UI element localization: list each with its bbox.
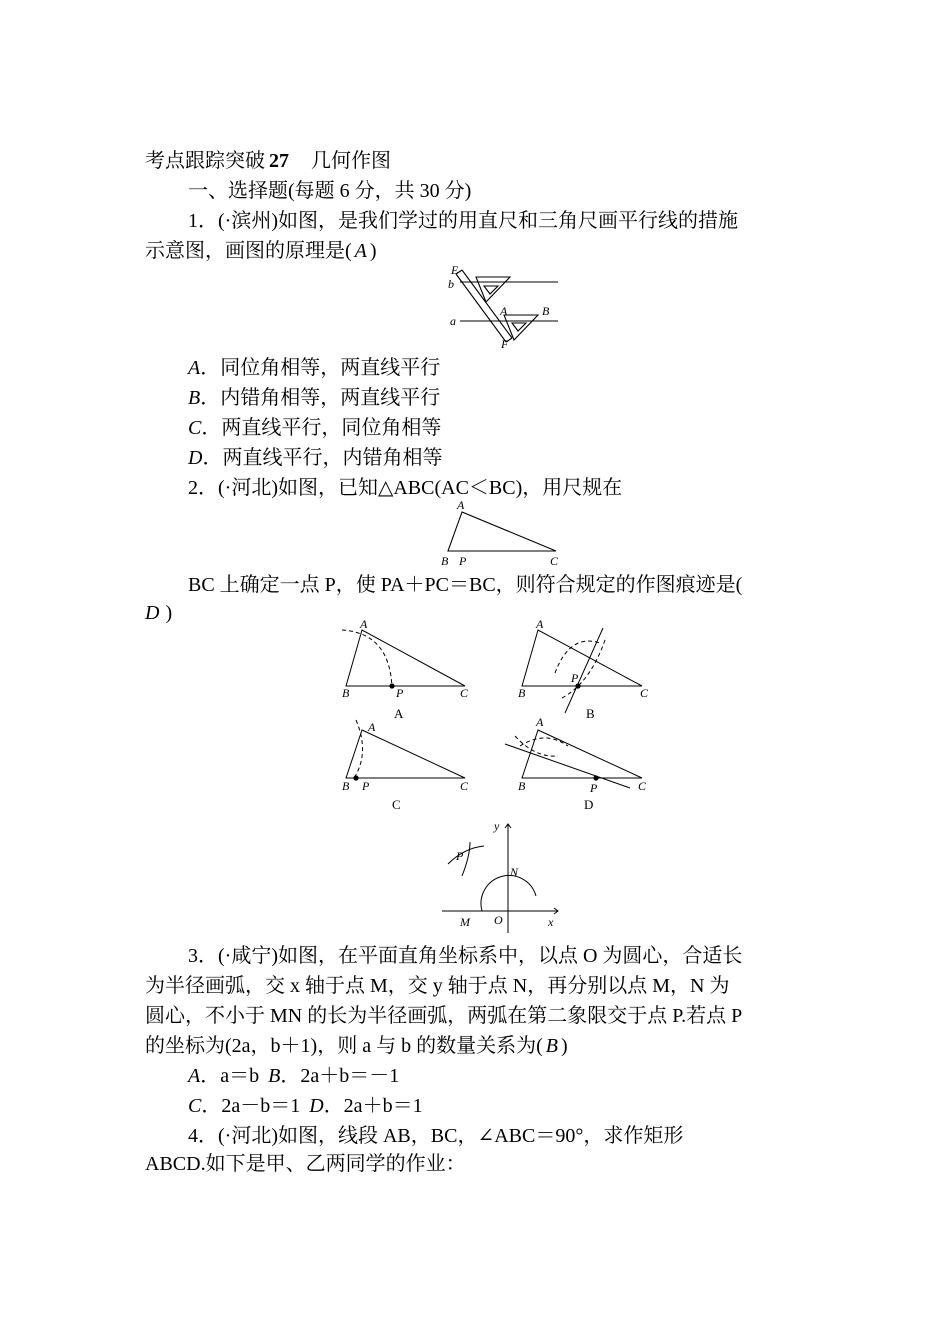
q3-option-b-text: ．2a＋b＝－1 bbox=[280, 1065, 400, 1087]
q1-answer: A bbox=[354, 240, 367, 262]
q2-label-P: P bbox=[459, 554, 467, 568]
choice-caption-a: A bbox=[394, 706, 404, 721]
q1-option-a-letter: A bbox=[188, 357, 201, 379]
q3-label-y: y bbox=[494, 819, 500, 833]
q3-line3: 圆心，不小于 MN 的长为半径画弧，两弧在第二象限交于点 P.若点 P bbox=[145, 1005, 743, 1027]
q3-figure bbox=[440, 818, 570, 936]
q1-close: ) bbox=[369, 240, 377, 262]
svg-text:C: C bbox=[640, 686, 649, 700]
q3-option-a-text: ．a＝b bbox=[200, 1065, 260, 1087]
q1-option-b-letter: B bbox=[188, 387, 201, 409]
title-text: 考点跟踪突破 bbox=[145, 150, 265, 172]
q1-line1: 1．(·滨州)如图，是我们学过的用直尺和三角尺画平行线的措施 bbox=[188, 210, 738, 232]
q2-label-B: B bbox=[441, 554, 449, 568]
q2-line2: BC 上确定一点 P，使 PA＋PC＝BC，则符合规定的作图痕迹是( bbox=[188, 574, 743, 596]
q1-line2 bbox=[145, 239, 377, 263]
choice-caption-b: B bbox=[586, 706, 595, 721]
choice-caption-c: C bbox=[392, 797, 401, 812]
q1-option-a bbox=[188, 356, 440, 380]
q3-option-a-letter: A bbox=[188, 1065, 201, 1087]
q3-option-d-letter: D bbox=[309, 1095, 324, 1117]
q2-label-C: C bbox=[550, 554, 559, 568]
q3-label-N: N bbox=[510, 865, 519, 879]
svg-text:B: B bbox=[518, 686, 526, 700]
q3-label-P: P bbox=[456, 849, 464, 863]
svg-text:C: C bbox=[460, 686, 469, 700]
q3-label-M: M bbox=[460, 915, 470, 929]
q1-option-b bbox=[188, 386, 440, 410]
q2-line1: 2．(·河北)如图，已知△ABC(AC＜BC)，用尺规在 bbox=[188, 477, 623, 499]
q1-figure bbox=[440, 262, 570, 350]
q3-option-c-letter: C bbox=[188, 1095, 202, 1117]
q3-stem-end: 的坐标为(2a，b＋1)，则 a 与 b 的数量关系为( bbox=[145, 1035, 543, 1057]
q4-line2: ABCD.如下是甲、乙两同学的作业： bbox=[145, 1153, 466, 1175]
q3-option-d-text: ．2a＋b＝1 bbox=[323, 1095, 423, 1117]
page-title bbox=[145, 149, 391, 173]
q3-close: ) bbox=[560, 1035, 568, 1057]
svg-text:P: P bbox=[362, 779, 370, 793]
q3-option-b-letter: B bbox=[268, 1065, 281, 1087]
q1-label-F: F bbox=[501, 337, 509, 351]
svg-text:A: A bbox=[360, 617, 368, 631]
q3-line4 bbox=[145, 1034, 568, 1058]
q2-line3 bbox=[145, 601, 172, 625]
q1-option-d bbox=[188, 446, 442, 470]
q2-choices-figure bbox=[330, 618, 680, 818]
svg-text:C: C bbox=[638, 779, 647, 793]
svg-text:P: P bbox=[590, 781, 598, 795]
section-heading: 一、选择题(每题 6 分，共 30 分) bbox=[188, 180, 472, 202]
svg-text:B: B bbox=[342, 779, 350, 793]
q1-option-b-text: ．内错角相等，两直线平行 bbox=[200, 387, 441, 409]
q1-option-c-letter: C bbox=[188, 417, 202, 439]
q1-option-c-text: ．两直线平行，同位角相等 bbox=[201, 417, 442, 439]
q3-line2: 为半径画弧，交 x 轴于点 M，交 y 轴于点 N，再分别以点 M，N 为 bbox=[145, 975, 730, 997]
q1-option-a-text: ．同位角相等，两直线平行 bbox=[200, 357, 441, 379]
q2-figure bbox=[438, 498, 568, 570]
q1-label-a: a bbox=[450, 314, 456, 328]
q2-answer: D bbox=[145, 602, 160, 624]
q2-close: ) bbox=[165, 602, 173, 624]
q3-options-row1 bbox=[188, 1064, 399, 1088]
q1-label-B: B bbox=[542, 304, 550, 318]
svg-text:B: B bbox=[342, 686, 350, 700]
q1-option-d-letter: D bbox=[188, 447, 203, 469]
svg-text:A: A bbox=[368, 720, 376, 734]
svg-text:A: A bbox=[536, 715, 544, 729]
svg-text:P: P bbox=[571, 671, 579, 685]
q2-label-A: A bbox=[457, 498, 465, 512]
choice-caption-d: D bbox=[584, 797, 594, 812]
q1-option-c bbox=[188, 416, 441, 440]
q1-label-E: E bbox=[451, 263, 459, 277]
svg-text:A: A bbox=[536, 617, 544, 631]
q3-options-row2 bbox=[188, 1094, 423, 1118]
q1-stem-end: 示意图，画图的原理是( bbox=[145, 240, 352, 262]
q4-line1: 4．(·河北)如图，线段 AB，BC，∠ABC＝90°，求作矩形 bbox=[188, 1125, 684, 1147]
svg-text:B: B bbox=[518, 779, 526, 793]
q3-line1: 3．(·咸宁)如图，在平面直角坐标系中，以点 O 为圆心，合适长 bbox=[188, 945, 743, 967]
q1-label-b: b bbox=[448, 277, 454, 291]
title-number: 27 bbox=[269, 150, 289, 172]
title-subject: 几何作图 bbox=[311, 150, 391, 172]
svg-text:C: C bbox=[460, 779, 469, 793]
q3-label-O: O bbox=[494, 913, 503, 927]
q3-answer: B bbox=[545, 1035, 558, 1057]
q3-option-c-text: ．2a－b＝1 bbox=[201, 1095, 301, 1117]
q3-label-x: x bbox=[548, 915, 554, 929]
q1-label-A: A bbox=[500, 304, 508, 318]
q1-option-d-text: ．两直线平行，内错角相等 bbox=[202, 447, 443, 469]
svg-text:P: P bbox=[396, 686, 404, 700]
